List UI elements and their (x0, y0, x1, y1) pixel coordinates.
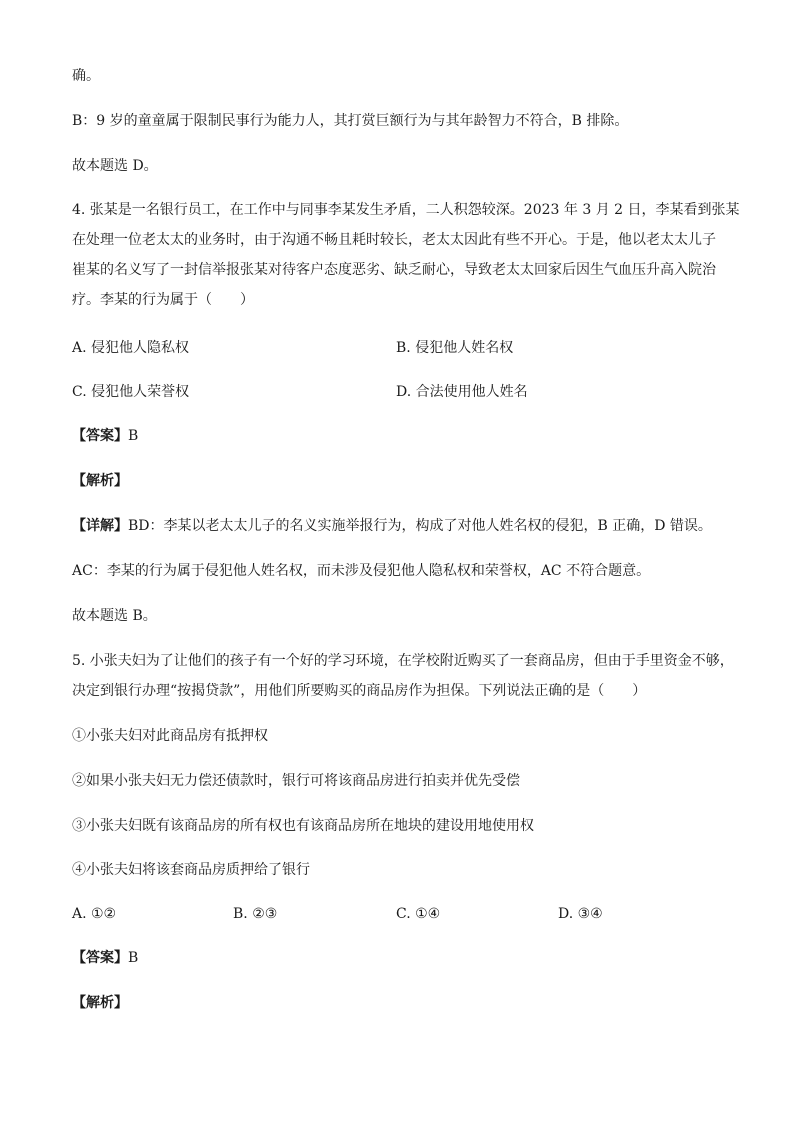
question-5-statement-4: ④小张夫妇将该套商品房质押给了银行 (72, 862, 310, 878)
detail-text: BD：李某以老太太儿子的名义实施举报行为，构成了对他人姓名权的侵犯，B 正确，D 错误。 (128, 518, 712, 534)
question-5-option-c: C. ①④ (396, 906, 441, 922)
answer-label: 【答案】 (72, 950, 128, 966)
question-5-line-1: 5. 小张夫妇为了让他们的孩子有一个好的学习环境，在学校附近购买了一套商品房，但由于手里资金不够， (72, 653, 734, 669)
detail-label: 【详解】 (72, 518, 128, 534)
answer-value: B (128, 950, 139, 966)
question-5-line-2: 决定到银行办理“按揭贷款”，用他们所要购买的商品房作为担保。下列说法正确的是（ ） (72, 683, 647, 699)
question-4-analysis-heading: 【解析】 (72, 473, 128, 489)
question-4-conclusion: 故本题选 B。 (72, 608, 157, 624)
question-5-option-a: A. ①② (72, 906, 117, 922)
question-5-analysis-heading: 【解析】 (72, 995, 128, 1011)
question-5-option-d: D. ③④ (558, 906, 603, 922)
question-5-statement-1: ①小张夫妇对此商品房有抵押权 (72, 728, 268, 744)
text-line-conclusion-prev: 故本题选 D。 (72, 158, 158, 174)
answer-value: B (128, 428, 139, 444)
question-4-line-2: 在处理一位老太太的业务时，由于沟通不畅且耗时较长，老太太因此有些不开心。于是，他以老太太儿子 (72, 232, 716, 248)
question-4-option-b: B. 侵犯他人姓名权 (396, 340, 514, 356)
text-line-prev-end: 确。 (72, 68, 100, 84)
question-4-option-d: D. 合法使用他人姓名 (396, 384, 528, 400)
question-4-detail-line-2: AC：李某的行为属于侵犯他人姓名权，而未涉及侵犯他人隐私权和荣誉权，AC 不符合题意。 (72, 563, 651, 579)
answer-label: 【答案】 (72, 428, 128, 444)
question-5-statement-2: ②如果小张夫妇无力偿还债款时，银行可将该商品房进行拍卖并优先受偿 (72, 773, 520, 789)
question-4-line-3: 崔某的名义写了一封信举报张某对待客户态度恶劣、缺乏耐心，导致老太太回家后因生气血压升高入院治 (72, 262, 716, 278)
question-4-detail-line-1 (72, 516, 732, 536)
text-line-explanation-b: B：9 岁的童童属于限制民事行为能力人，其打赏巨额行为与其年龄智力不符合，B 排除。 (72, 113, 629, 129)
question-5-answer (72, 948, 732, 968)
question-4-line-4: 疗。李某的行为属于（ ） (72, 292, 254, 308)
question-5-option-b: B. ②③ (233, 906, 278, 922)
question-4-answer (72, 426, 732, 446)
question-4-option-c: C. 侵犯他人荣誉权 (72, 384, 190, 400)
question-4-line-1: 4. 张某是一名银行员工，在工作中与同事李某发生矛盾，二人积怨较深。2023 年 3 月 2 日，李某看到张某 (72, 202, 740, 218)
question-4-option-a: A. 侵犯他人隐私权 (72, 340, 190, 356)
question-5-statement-3: ③小张夫妇既有该商品房的所有权也有该商品房所在地块的建设用地使用权 (72, 818, 534, 834)
